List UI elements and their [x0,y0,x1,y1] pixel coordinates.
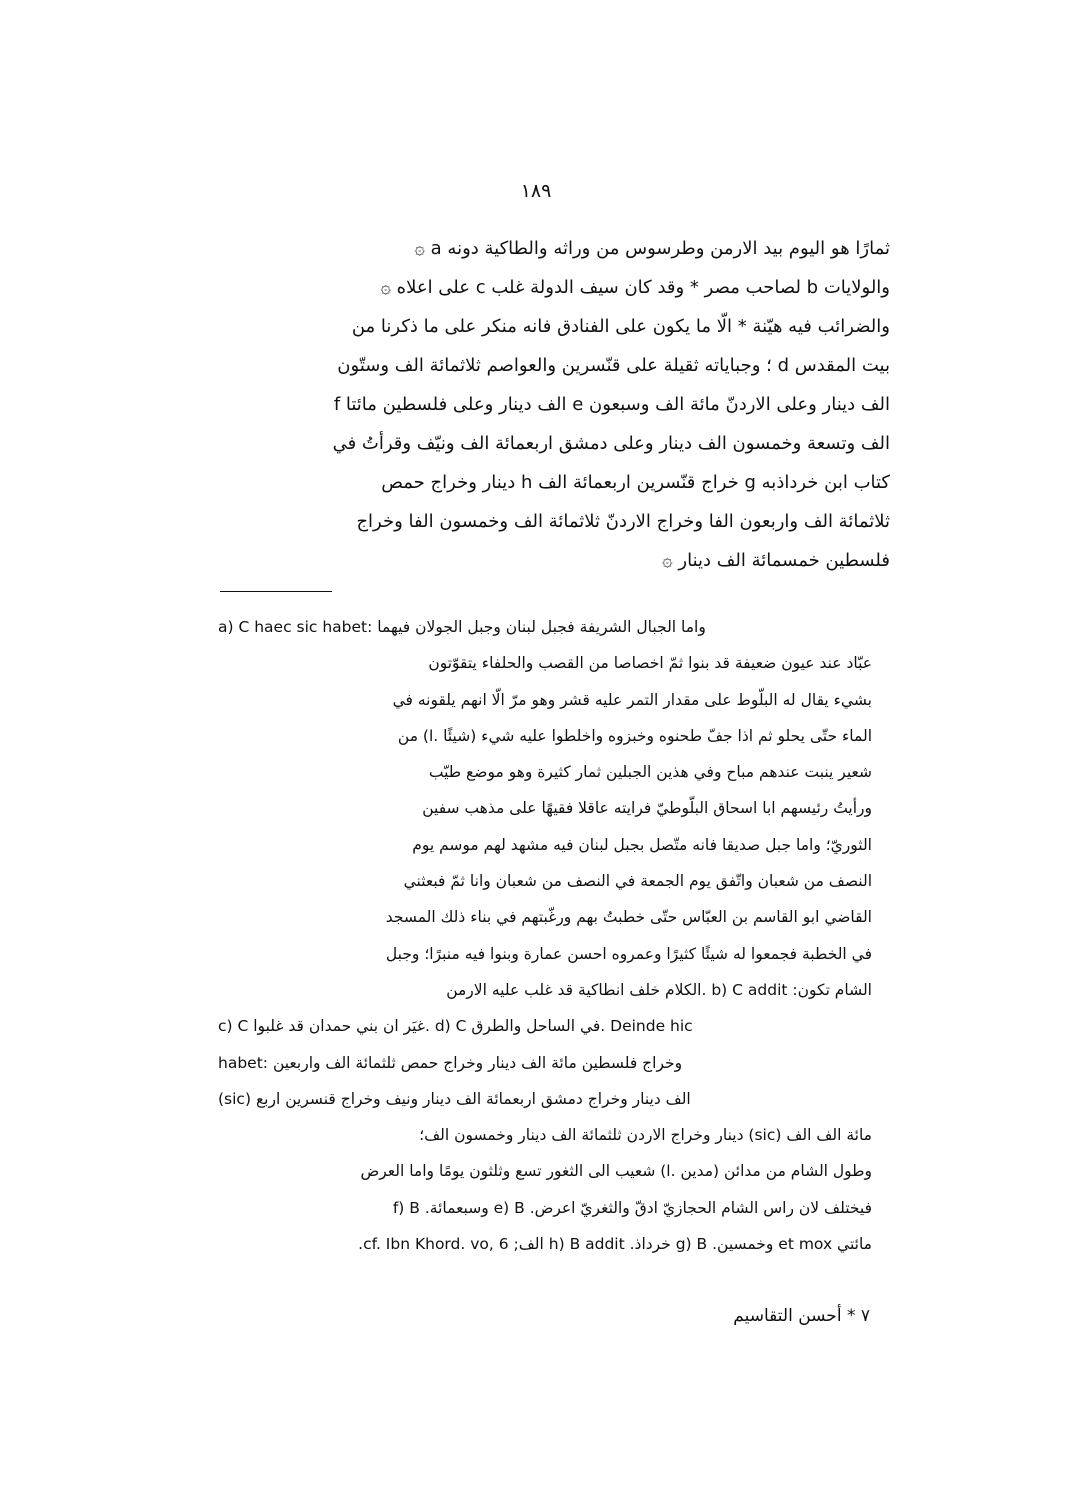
main-text-line: ثمارًا هو اليوم بيد الارمن وطرسوس من وراثه والطاكية دونه a ۞ [414,238,890,259]
footnote-line: (sic) الف دينار وخراج دمشق اربعمائة الف دينار ونيف وخراج قنسرين اربع [218,1089,691,1108]
footnote-line: بشيء يقال له البلّوط على مقدار التمر عليه قشر وهو مرّ الّا انهم يلقونه في [392,690,872,709]
footnotes-block [218,609,872,1262]
footnote-divider [220,591,332,592]
main-text-line: الف دينار وعلى الاردنّ مائة الف وسبعون e الف دينار وعلى فلسطين مائتا f [333,394,890,415]
footnote-line: الثوريّ؛ واما جبل صديقا فانه متّصل بجبل لبنان فيه مشهد لهم موسم يوم [412,835,872,854]
signature-mark: ٧ * أحسن التقاسيم [733,1306,870,1326]
footnote-line: القاضي ابو القاسم بن العبّاس حتّى خطبتُ بهم ورغّبتهم في بناء ذلك المسجد [385,908,872,927]
footnote-line: مائتي et mox وخمسين. g) B خرداذ. h) B addit الف; cf. Ibn Khord. vo, 6. [358,1235,872,1254]
main-text-line: بيت المقدس d ؛ وجباياته ثقيلة على قنّسرين والعواصم ثلاثمائة الف وستّون [337,355,890,376]
footnote-line: وطول الشام من مدائن (مدين .l) شعيب الى الثغور تسع وثلثون يومًا واما العرض [360,1162,872,1181]
footnote-line: ورأيتُ رئيسهم ابا اسحاق البلّوطيّ فرايته عاقلا فقيهًا على مذهب سفين [422,799,872,818]
footnote-line: مائة الف الف (sic) دينار وخراج الاردن ثلثمائة الف دينار وخمسون الف؛ [419,1126,872,1145]
footnote-line: فيختلف لان راس الشام الحجازيّ ادقّ والثغريّ اعرض. e) B وسبعمائة. f) B [392,1198,872,1217]
footnote-line: النصف من شعبان واتّفق يوم الجمعة في النصف من شعبان وانا ثمّ فبعثني [403,872,872,891]
footnote-line: c) C غيَر ان بني حمدان قد غلبوا. d) C في الساحل والطرق. Deinde hic [218,1017,693,1036]
page-number: ١٨٩ [520,180,552,202]
footnote-line: الشام تكون: b) C addit .الكلام خلف انطاكية قد غلب عليه الارمن [446,980,872,999]
footnote-line: شعير ينبت عندهم مباح وفي هذين الجبلين ثمار كثيرة وهو موضع طيّب [428,763,872,782]
footnote-line: عبّاد عند عيون ضعيفة قد بنوا ثمّ اخصاصا من القصب والحلفاء يتقوّتون [428,654,872,673]
footnote-line: habet: وخراج فلسطين مائة الف دينار وخراج حمص ثلثمائة الف واربعين [218,1053,683,1072]
main-text-line: كتاب ابن خرداذبه g خراج قنّسرين اربعمائة الف h دينار وخراج حمص [381,472,890,493]
main-text-line: والولايات b لصاحب مصر * وقد كان سيف الدولة غلب c على اعلاه ۞ [380,277,890,298]
footnote-line: a) C haec sic habet: واما الجبال الشريفة فجبل لبنان وجبل الجولان فيهما [218,618,706,636]
main-text-line: فلسطين خمسمائة الف دينار ۞ [662,550,890,571]
main-text-block [210,229,890,580]
footnote-line: الماء حتّى يحلو ثم اذا جفّ طحنوه وخبزوه واخلطوا عليه شيء (شيئًا .l) من [397,726,872,745]
footnote-line: في الخطبة فجمعوا له شيئًا كثيرًا وعمروه احسن عمارة وبنوا فيه منبرًا؛ وجبل [385,944,872,963]
main-text-line: الف وتسعة وخمسون الف دينار وعلى دمشق اربعمائة الف ونيّف وقرأتُ في [332,433,890,454]
main-text-line: والضرائب فيه هيّنة * الّا ما يكون على الفنادق فانه منكر على ما ذكرنا من [351,316,890,337]
main-text-line: ثلاثمائة الف واربعون الفا وخراج الاردنّ ثلاثمائة الف وخمسون الفا وخراج [356,511,890,532]
